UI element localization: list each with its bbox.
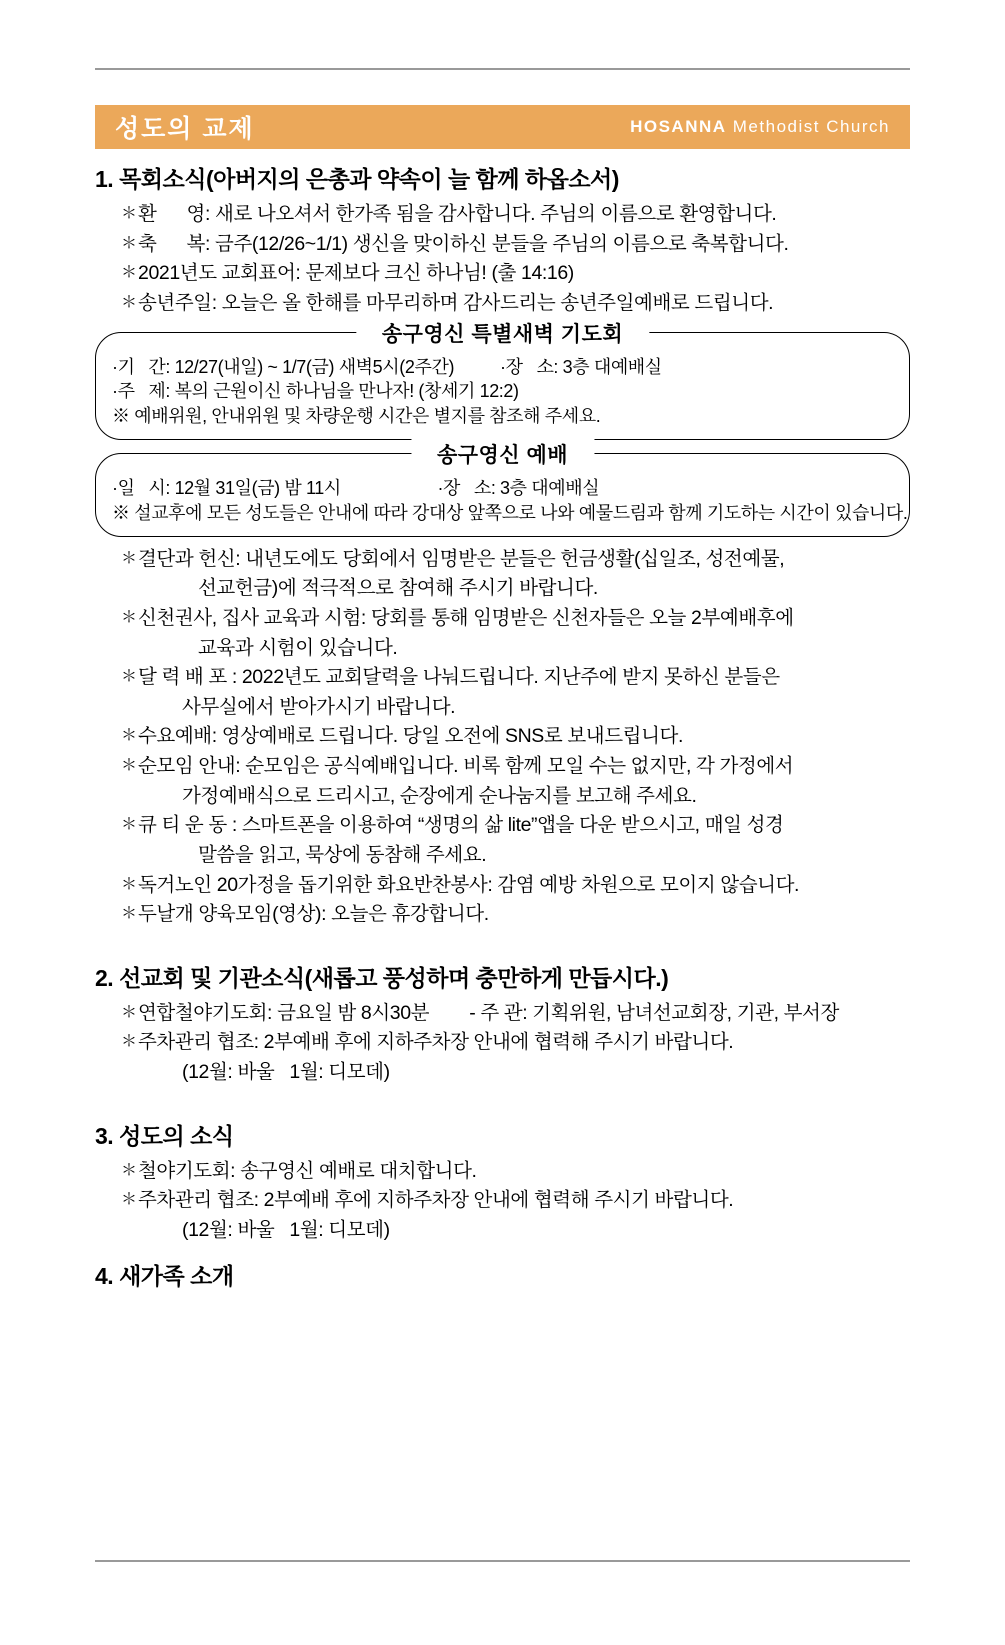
banner-title: 성도의 교제 bbox=[115, 115, 255, 143]
asterisk-icon: ＊ bbox=[121, 1191, 137, 1209]
asterisk-icon: ＊ bbox=[121, 875, 137, 893]
list-item bbox=[121, 200, 910, 230]
notice-cont-line: 말씀을 읽고, 묵상에 동참해 주세요. bbox=[198, 843, 487, 866]
notice-first-line: 결단과 헌신: 내년도에도 당회에서 임명받은 분들은 헌금생활(십일조, 성전예물, bbox=[138, 547, 785, 570]
bottom-divider bbox=[95, 1560, 910, 1562]
asterisk-icon: ＊ bbox=[121, 757, 137, 775]
notice-first-line: 신천권사, 집사 교육과 시험: 당회를 통해 임명받은 신천자들은 오늘 2부예배후에 bbox=[138, 606, 794, 629]
section-2-note: (12월: 바울 1월: 디모데) bbox=[182, 1061, 390, 1084]
list-item bbox=[121, 604, 910, 663]
list-item bbox=[121, 871, 910, 901]
new-year-service-line-2: ※ 설교후에 모든 성도들은 안내에 따라 강대상 앞쪽으로 나와 예물드림과 함께 기도하는 시간이 있습니다. bbox=[112, 502, 908, 523]
notice-cont-line: 선교헌금)에 적극적으로 참여해 주시기 바랍니다. bbox=[198, 577, 598, 600]
list-item-text: 연합철야기도회: 금요일 밤 8시30분 - 주 관: 기획위원, 남녀선교회장, 기관, 부서장 bbox=[138, 1001, 839, 1024]
list-item bbox=[121, 999, 910, 1029]
asterisk-icon: ＊ bbox=[121, 549, 137, 567]
notices-list bbox=[95, 545, 910, 930]
list-item bbox=[121, 811, 910, 870]
list-item bbox=[121, 663, 910, 722]
list-item-text: 두날개 양육모임(영상): 오늘은 휴강합니다. bbox=[138, 903, 489, 926]
new-year-service-box bbox=[95, 443, 910, 537]
banner-subtitle-rest: Methodist Church bbox=[726, 117, 890, 136]
banner-subtitle-strong: HOSANNA bbox=[630, 117, 727, 136]
list-item-text bbox=[138, 1028, 910, 1087]
list-item-text: 송년주일: 오늘은 올 한해를 마무리하며 감사드리는 송년주일예배로 드립니다. bbox=[138, 291, 774, 314]
section-3-list bbox=[95, 1157, 910, 1246]
asterisk-icon: ＊ bbox=[121, 608, 137, 626]
notice-first-line: 달 력 배 포 : 2022년도 교회달력을 나눠드립니다. 지난주에 받지 못하신 분들은 bbox=[138, 666, 780, 689]
asterisk-icon: ＊ bbox=[121, 1161, 137, 1179]
list-item bbox=[121, 230, 910, 260]
new-year-service-line-1: ·일 시: 12월 31일(금) 밤 11시 ·장 소: 3층 대예배실 bbox=[112, 477, 600, 498]
list-item bbox=[121, 1028, 910, 1087]
asterisk-icon: ＊ bbox=[121, 816, 137, 834]
list-item bbox=[121, 289, 910, 319]
bulletin-page bbox=[0, 68, 1005, 1645]
list-item-text: 철야기도회: 송구영신 예배로 대치합니다. bbox=[138, 1159, 477, 1182]
section-banner bbox=[95, 105, 910, 149]
list-item-text bbox=[138, 604, 910, 663]
asterisk-icon: ＊ bbox=[121, 905, 137, 923]
list-item bbox=[121, 545, 910, 604]
asterisk-icon: ＊ bbox=[121, 1003, 137, 1021]
list-item bbox=[121, 1186, 910, 1245]
dawn-prayer-box-title: 송구영신 특별새벽 기도회 bbox=[356, 318, 649, 348]
dawn-prayer-line-2: ·주 제: 복의 근원이신 하나님을 만나자! (창세기 12:2) bbox=[112, 381, 519, 402]
list-item-text: 수요예배: 영상예배로 드립니다. 당일 오전에 SNS로 보내드립니다. bbox=[138, 725, 683, 748]
list-item-text bbox=[138, 752, 910, 811]
section-4-heading: 4. 새가족 소개 bbox=[95, 1262, 234, 1289]
notice-first-line: 주차관리 협조: 2부예배 후에 지하주차장 안내에 협력해 주시기 바랍니다. bbox=[138, 1031, 734, 1054]
asterisk-icon: ＊ bbox=[121, 264, 137, 282]
top-divider bbox=[95, 68, 910, 70]
list-item-text bbox=[138, 1186, 910, 1245]
section-3-note: (12월: 바울 1월: 디모데) bbox=[182, 1218, 390, 1241]
list-item-text: 환 영: 새로 나오셔서 한가족 됨을 감사합니다. 주님의 이름으로 환영합니다. bbox=[138, 203, 777, 225]
notice-cont-line: 교육과 시험이 있습니다. bbox=[198, 636, 398, 659]
asterisk-icon: ＊ bbox=[121, 668, 137, 686]
section-1-list bbox=[95, 200, 910, 319]
asterisk-icon: ＊ bbox=[121, 727, 137, 745]
list-item-text: 독거노인 20가정을 돕기위한 화요반찬봉사: 감염 예방 차원으로 모이지 않습니다. bbox=[138, 873, 800, 896]
list-item-text: 2021년도 교회표어: 문제보다 크신 하나님! (출 14:16) bbox=[138, 262, 574, 285]
dawn-prayer-line-3: ※ 예배위원, 안내위원 및 차량운행 시간은 별지를 참조해 주세요. bbox=[112, 406, 601, 427]
list-item bbox=[121, 722, 910, 752]
list-item-text bbox=[138, 545, 910, 604]
list-item bbox=[121, 752, 910, 811]
list-item-text bbox=[138, 663, 910, 722]
list-item-text: 축 복: 금주(12/26~1/1) 생신을 맞이하신 분들을 주님의 이름으로 축복합니다. bbox=[138, 232, 789, 255]
section-3-heading: 3. 성도의 소식 bbox=[95, 1122, 234, 1149]
asterisk-icon: ＊ bbox=[121, 234, 137, 252]
notice-cont-line: 사무실에서 받아가시기 바랍니다. bbox=[182, 695, 456, 718]
section-2-list bbox=[95, 999, 910, 1088]
notice-cont-line: 가정예배식으로 드리시고, 순장에게 순나눔지를 보고해 주세요. bbox=[182, 784, 697, 807]
new-year-service-box-title: 송구영신 예배 bbox=[411, 439, 594, 469]
dawn-prayer-line-1: ·기 간: 12/27(내일) ~ 1/7(금) 새벽5시(2주간) ·장 소: 3층 대예배실 bbox=[112, 356, 662, 377]
section-1-heading: 1. 목회소식(아버지의 은총과 약속이 늘 함께 하옵소서) bbox=[95, 166, 619, 192]
list-item bbox=[121, 259, 910, 289]
list-item bbox=[121, 1157, 910, 1187]
list-item-text bbox=[138, 811, 910, 870]
asterisk-icon: ＊ bbox=[121, 205, 137, 222]
notice-first-line: 주차관리 협조: 2부예배 후에 지하주차장 안내에 협력해 주시기 바랍니다. bbox=[138, 1189, 734, 1212]
notice-first-line: 큐 티 운 동 : 스마트폰을 이용하여 “생명의 삶 lite”앱을 다운 받으시고, 매일 성경 bbox=[138, 814, 784, 837]
dawn-prayer-box bbox=[95, 322, 910, 440]
section-2-heading: 2. 선교회 및 기관소식(새롭고 풍성하며 충만하게 만듭시다.) bbox=[95, 964, 669, 991]
asterisk-icon: ＊ bbox=[121, 293, 137, 311]
banner-subtitle bbox=[630, 117, 890, 137]
list-item bbox=[121, 900, 910, 930]
asterisk-icon: ＊ bbox=[121, 1033, 137, 1051]
notice-first-line: 순모임 안내: 순모임은 공식예배입니다. 비록 함께 모일 수는 없지만, 각 가정에서 bbox=[138, 755, 794, 778]
